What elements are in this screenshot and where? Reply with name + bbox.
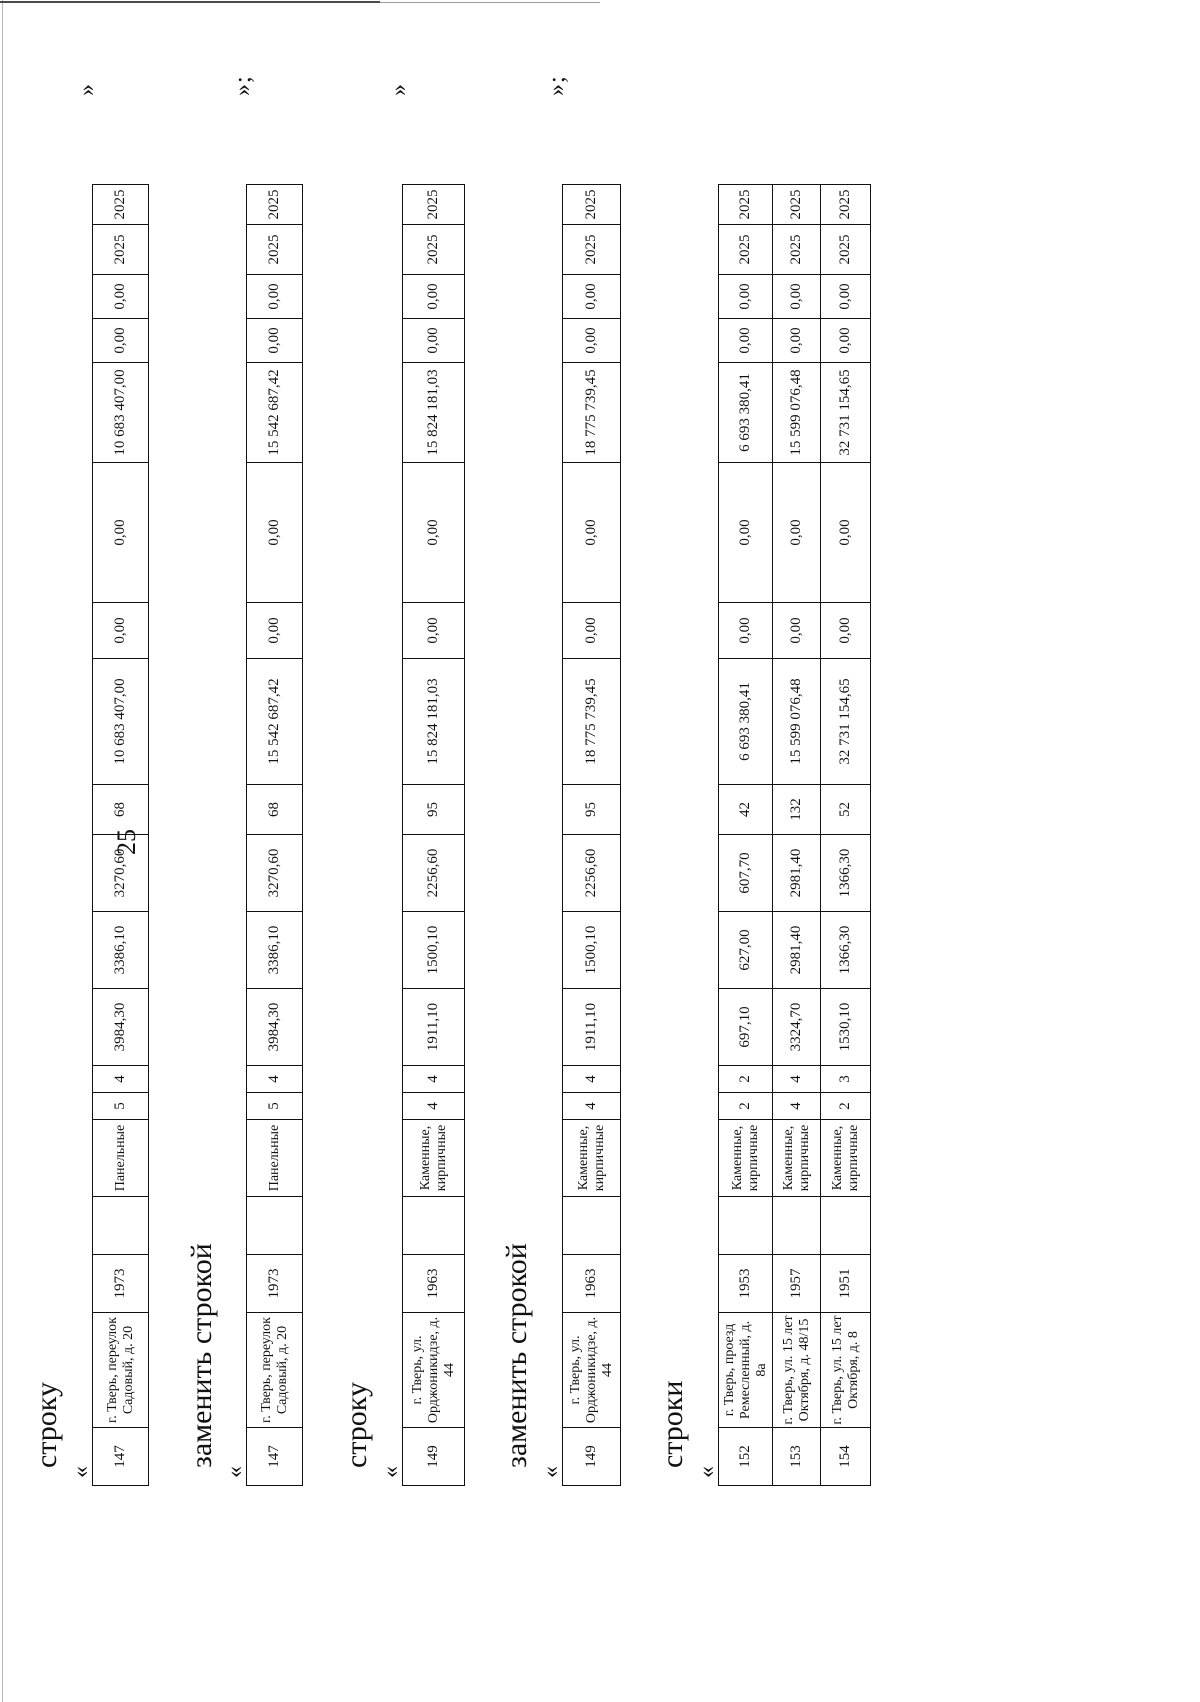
close-quote: » [386,83,412,96]
cell-year: 1973 [93,1255,149,1313]
table-row [403,185,465,1486]
cell-number: 149 [403,1428,465,1486]
cell-reserved [403,1197,465,1255]
cell-entrances: 3 [821,1066,871,1093]
cell-living-area: 1500,10 [403,912,465,989]
page-number: 25 [112,829,141,855]
cell-living-area: 1500,10 [563,912,621,989]
cell-residents: 132 [773,785,821,835]
cell-residents: 52 [821,785,871,835]
cell-cost-part-3: 10 683 407,00 [93,363,149,463]
close-quote: »; [230,75,256,96]
cell-number: 149 [563,1428,621,1486]
cell-cost-part-3: 15 542 687,42 [247,363,303,463]
table-row [719,185,773,1486]
cell-living-area: 3386,10 [93,912,149,989]
cell-address: г. Тверь, ул. 15 лет Октября, д. 8 [821,1313,871,1428]
cell-cost-part-1: 0,00 [773,603,821,659]
cell-total-area: 1911,10 [403,989,465,1066]
cell-cost-part-2: 0,00 [821,463,871,603]
cell-entrances: 4 [563,1066,621,1093]
cell-year: 1963 [403,1255,465,1313]
cell-reserved [563,1197,621,1255]
cell-cost-part-1: 0,00 [821,603,871,659]
cell-living-area: 2981,40 [773,912,821,989]
cell-year-end: 2025 [403,185,465,225]
cell-cost-part-5: 0,00 [563,275,621,319]
cell-total-cost: 6 693 380,41 [719,659,773,785]
cell-floors: 4 [773,1093,821,1120]
cell-number: 147 [93,1428,149,1486]
cell-cost-part-4: 0,00 [403,319,465,363]
cell-total-cost: 15 599 076,48 [773,659,821,785]
block-caption: строку [30,1382,63,1468]
cell-year-start: 2025 [563,225,621,275]
open-quote: « [378,1466,404,1478]
data-table [562,184,621,1486]
cell-cost-part-2: 0,00 [563,463,621,603]
cell-entrances: 4 [403,1066,465,1093]
block-caption: заменить строкой [185,1243,218,1468]
cell-residential-area: 1366,30 [821,835,871,912]
cell-total-area: 3984,30 [247,989,303,1066]
cell-residents: 95 [563,785,621,835]
cell-reserved [773,1197,821,1255]
cell-address: г. Тверь, переулок Садовый, д. 20 [93,1313,149,1428]
cell-cost-part-2: 0,00 [247,463,303,603]
cell-cost-part-4: 0,00 [719,319,773,363]
cell-year-end: 2025 [93,185,149,225]
cell-year-end: 2025 [719,185,773,225]
cell-wall-material: Панельные [247,1120,303,1197]
cell-residents: 68 [247,785,303,835]
cell-total-cost: 10 683 407,00 [93,659,149,785]
cell-year-start: 2025 [821,225,871,275]
cell-year: 1951 [821,1255,871,1313]
cell-year-start: 2025 [247,225,303,275]
cell-address: г. Тверь, проезд Ремесленный, д. 8а [719,1313,773,1428]
cell-total-cost: 18 775 739,45 [563,659,621,785]
cell-residents: 68 [93,785,149,835]
cell-number: 153 [773,1428,821,1486]
cell-cost-part-3: 18 775 739,45 [563,363,621,463]
cell-floors: 5 [93,1093,149,1120]
data-table [718,184,871,1486]
cell-cost-part-4: 0,00 [821,319,871,363]
cell-living-area: 627,00 [719,912,773,989]
cell-wall-material: Каменные, кирпичные [403,1120,465,1197]
block-caption: строку [340,1382,373,1468]
cell-year-end: 2025 [773,185,821,225]
cell-cost-part-4: 0,00 [93,319,149,363]
cell-wall-material: Панельные [93,1120,149,1197]
table-row [773,185,821,1486]
data-table [246,184,303,1486]
data-table [92,184,149,1486]
table-row [821,185,871,1486]
cell-cost-part-2: 0,00 [719,463,773,603]
cell-cost-part-4: 0,00 [563,319,621,363]
cell-cost-part-2: 0,00 [403,463,465,603]
cell-total-area: 697,10 [719,989,773,1066]
cell-cost-part-2: 0,00 [93,463,149,603]
cell-living-area: 1366,30 [821,912,871,989]
cell-year-start: 2025 [773,225,821,275]
cell-cost-part-3: 15 824 181,03 [403,363,465,463]
open-quote: « [222,1466,248,1478]
cell-cost-part-3: 15 599 076,48 [773,363,821,463]
cell-cost-part-5: 0,00 [93,275,149,319]
cell-year-end: 2025 [563,185,621,225]
cell-number: 152 [719,1428,773,1486]
cell-cost-part-3: 32 731 154,65 [821,363,871,463]
cell-cost-part-5: 0,00 [247,275,303,319]
cell-entrances: 4 [247,1066,303,1093]
table-row [563,185,621,1486]
cell-residential-area: 2256,60 [563,835,621,912]
cell-floors: 2 [821,1093,871,1120]
cell-reserved [247,1197,303,1255]
cell-wall-material: Каменные, кирпичные [773,1120,821,1197]
cell-total-cost: 15 542 687,42 [247,659,303,785]
open-quote: « [694,1466,720,1478]
cell-number: 154 [821,1428,871,1486]
close-quote: » [74,83,100,96]
cell-number: 147 [247,1428,303,1486]
cell-year-start: 2025 [403,225,465,275]
data-table [402,184,465,1486]
cell-cost-part-3: 6 693 380,41 [719,363,773,463]
cell-cost-part-1: 0,00 [247,603,303,659]
cell-total-cost: 15 824 181,03 [403,659,465,785]
cell-cost-part-5: 0,00 [821,275,871,319]
cell-cost-part-5: 0,00 [773,275,821,319]
cell-cost-part-1: 0,00 [403,603,465,659]
cell-year-end: 2025 [821,185,871,225]
cell-total-area: 1530,10 [821,989,871,1066]
cell-cost-part-1: 0,00 [719,603,773,659]
cell-total-area: 1911,10 [563,989,621,1066]
cell-total-area: 3324,70 [773,989,821,1066]
cell-residential-area: 3270,60 [247,835,303,912]
cell-year-start: 2025 [93,225,149,275]
cell-floors: 5 [247,1093,303,1120]
cell-total-area: 3984,30 [93,989,149,1066]
cell-wall-material: Каменные, кирпичные [563,1120,621,1197]
cell-address: г. Тверь, ул. Орджоникидзе, д. 44 [403,1313,465,1428]
table-row [247,185,303,1486]
cell-year-end: 2025 [247,185,303,225]
cell-wall-material: Каменные, кирпичные [821,1120,871,1197]
cell-reserved [821,1197,871,1255]
cell-cost-part-5: 0,00 [403,275,465,319]
cell-cost-part-4: 0,00 [247,319,303,363]
cell-reserved [719,1197,773,1255]
cell-address: г. Тверь, переулок Садовый, д. 20 [247,1313,303,1428]
cell-cost-part-4: 0,00 [773,319,821,363]
cell-cost-part-1: 0,00 [563,603,621,659]
cell-total-cost: 32 731 154,65 [821,659,871,785]
cell-entrances: 2 [719,1066,773,1093]
cell-cost-part-1: 0,00 [93,603,149,659]
cell-residents: 42 [719,785,773,835]
table-row [93,185,149,1486]
cell-living-area: 3386,10 [247,912,303,989]
cell-wall-material: Каменные, кирпичные [719,1120,773,1197]
cell-cost-part-2: 0,00 [773,463,821,603]
cell-cost-part-5: 0,00 [719,275,773,319]
block-caption: заменить строкой [500,1243,533,1468]
cell-floors: 4 [403,1093,465,1120]
cell-address: г. Тверь, ул. 15 лет Октября, д. 48/15 [773,1313,821,1428]
cell-reserved [93,1197,149,1255]
cell-residential-area: 2256,60 [403,835,465,912]
cell-entrances: 4 [93,1066,149,1093]
cell-year: 1957 [773,1255,821,1313]
cell-floors: 2 [719,1093,773,1120]
cell-year: 1973 [247,1255,303,1313]
close-quote: »; [544,75,570,96]
open-quote: « [68,1466,94,1478]
cell-residential-area: 2981,40 [773,835,821,912]
cell-floors: 4 [563,1093,621,1120]
cell-year: 1953 [719,1255,773,1313]
cell-residents: 95 [403,785,465,835]
cell-residential-area: 607,70 [719,835,773,912]
cell-year: 1963 [563,1255,621,1313]
cell-entrances: 4 [773,1066,821,1093]
cell-residential-area: 3270,60 [93,835,149,912]
block-caption: строки [656,1380,689,1468]
cell-year-start: 2025 [719,225,773,275]
open-quote: « [538,1466,564,1478]
cell-address: г. Тверь, ул. Орджоникидзе, д. 44 [563,1313,621,1428]
